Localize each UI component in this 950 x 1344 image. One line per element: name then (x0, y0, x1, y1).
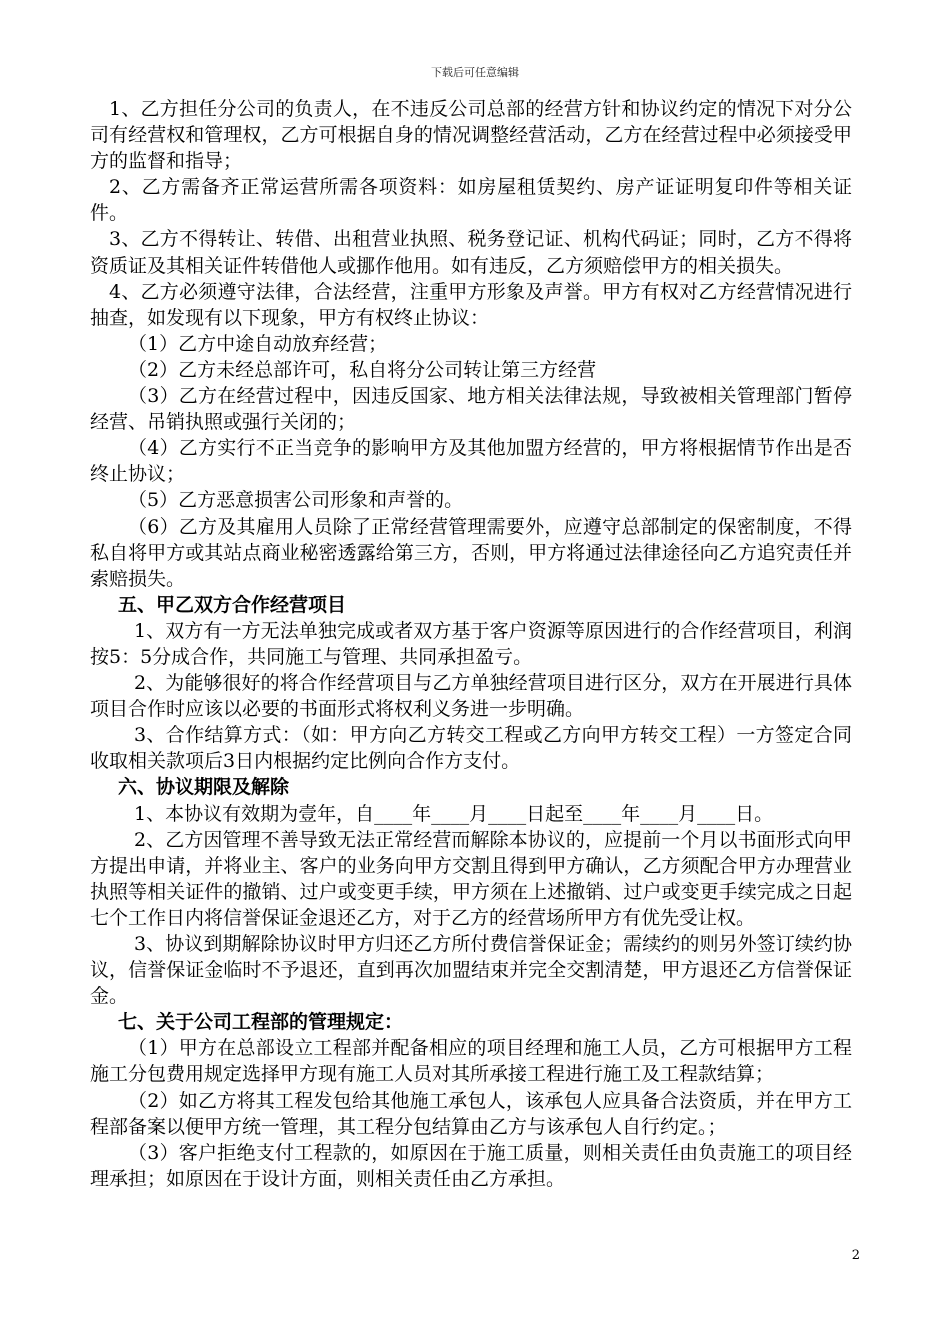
paragraph: 2、乙方需备齐正常运营所需各项资料：如房屋租赁契约、房产证证明复印件等相关证件。 (90, 176, 852, 225)
section-heading: 六、协议期限及解除 (118, 776, 290, 799)
list-item: （3）客户拒绝支付工程款的，如原因在于施工质量，则相关责任由负责施工的项目经理承担；如原因在于设计方面，则相关责任由乙方承担。 (90, 1141, 852, 1190)
paragraph: 1、乙方担任分公司的负责人，在不违反公司总部的经营方针和协议约定的情况下对分公司有经营权和管理权，乙方可根据自身的情况调整经营活动，乙方在经营过程中必须接受甲方的监督和指导； (90, 98, 852, 173)
list-item: （1）甲方在总部设立工程部并配备相应的项目经理和施工人员，乙方可根据甲方工程施工分包费用规定选择甲方现有施工人员对其所承接工程进行施工及工程款结算； (90, 1037, 852, 1086)
list-item: （2）如乙方将其工程发包给其他施工承包人，该承包人应具备合法资质，并在甲方工程部备案以便甲方统一管理，其工程分包结算由乙方与该承包人自行约定。； (90, 1089, 852, 1138)
paragraph: 4、乙方必须遵守法律，合法经营，注重甲方形象及声誉。甲方有权对乙方经营情况进行抽查，如发现有以下现象，甲方有权终止协议： (90, 280, 852, 329)
list-item: （5）乙方恶意损害公司形象和声誉的。 (128, 489, 464, 512)
list-item: （4）乙方实行不正当竞争的影响甲方及其他加盟方经营的，甲方将根据情节作出是否终止协议； (90, 437, 852, 486)
list-item: （6）乙方及其雇用人员除了正常经营管理需要外，应遵守总部制定的保密制度，不得私自将甲方或其站点商业秘密透露给第三方，否则，甲方将通过法律途径向乙方追究责任并索赔损失。 (90, 515, 852, 590)
paragraph: 3、乙方不得转让、转借、出租营业执照、税务登记证、机构代码证；同时，乙方不得将资质证及其相关证件转借他人或挪作他用。如有违反，乙方须赔偿甲方的相关损失。 (90, 228, 852, 277)
page-header-note: 下载后可任意编辑 (431, 66, 519, 79)
page-number: 2 (851, 1248, 860, 1263)
paragraph: 2、乙方因管理不善导致无法正常经营而解除本协议的，应提前一个月以书面形式向甲方提出申请，并将业主、客户的业务向甲方交割且得到甲方确认，乙方须配合甲方办理营业执照等相关证件的撤销、过户或变更手续，甲方须在上述撤销、过户或变更手续完成之日起七个工作日内将信誉保证金退还乙方，对于乙方的经营场所甲方有优先受让权。 (90, 828, 852, 929)
section-heading: 七、关于公司工程部的管理规定： (118, 1011, 404, 1034)
paragraph: 3、合作结算方式：（如：甲方向乙方转交工程或乙方向甲方转交工程）一方签定合同收取相关款项后3日内根据约定比例向合作方支付。 (90, 724, 852, 773)
paragraph: 1、本协议有效期为壹年，自____年____月____日起至____年____月____日。 (134, 802, 774, 825)
list-item: （2）乙方未经总部许可，私自将分公司转让第三方经营 (128, 358, 597, 381)
document-body (90, 96, 852, 1192)
list-item: （1）乙方中途自动放弃经营； (128, 332, 388, 355)
paragraph: 1、双方有一方无法单独完成或者双方基于客户资源等原因进行的合作经营项目，利润按5：5分成合作，共同施工与管理、共同承担盈亏。 (90, 619, 852, 668)
section-heading: 五、甲乙双方合作经营项目 (118, 593, 347, 616)
paragraph: 3、协议到期解除协议时甲方归还乙方所付费信誉保证金；需续约的则另外签订续约协议，信誉保证金临时不予退还，直到再次加盟结束并完全交割清楚，甲方退还乙方信誉保证金。 (90, 933, 852, 1008)
list-item: （3）乙方在经营过程中，因违反国家、地方相关法律法规，导致被相关管理部门暂停经营、吊销执照或强行关闭的； (90, 385, 852, 434)
paragraph: 2、为能够很好的将合作经营项目与乙方单独经营项目进行区分，双方在开展进行具体项目合作时应该以必要的书面形式将权利义务进一步明确。 (90, 672, 852, 721)
